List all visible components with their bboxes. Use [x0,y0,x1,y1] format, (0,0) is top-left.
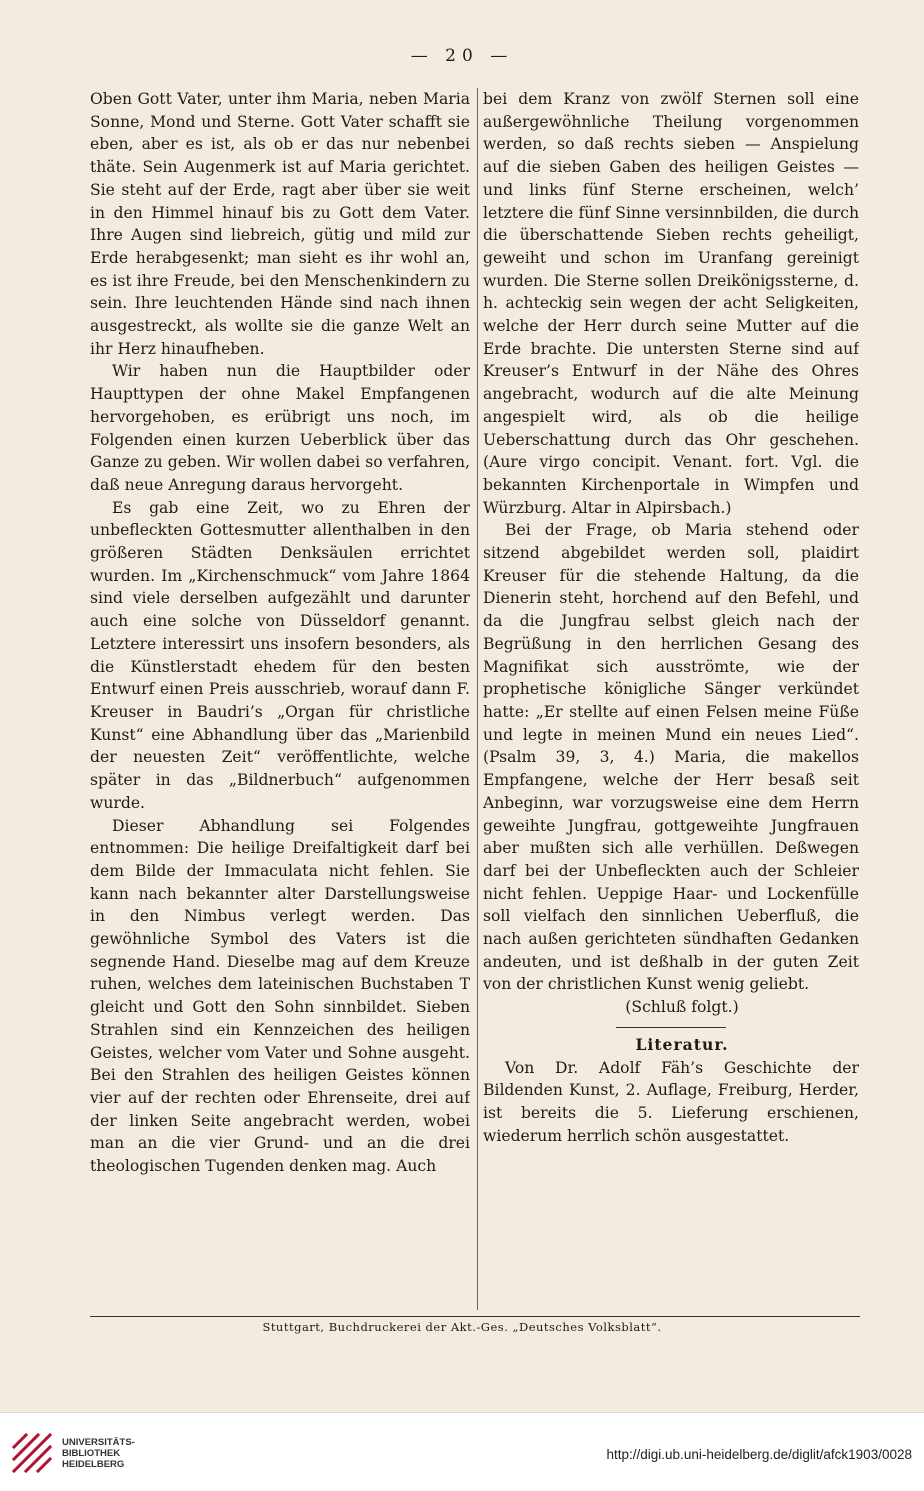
library-logo-icon [10,1431,54,1475]
page-number: — 20 — [410,46,514,66]
paragraph: Bei der Frage, ob Maria stehend oder sitzend abgebildet werden soll, plaidirt Kreuser für die stehende Haltung, da die Dienerin steht, horchend auf den Befehl, und da die Jungfrau selbst gleich nach der Begrüßung in den herrlichen Gesang des Magnifikat sich ausströmte, wie der prophetische königliche Sänger verkündet hatte: „Er stellte auf einen Felsen meine Füße und legte in meinen Mund ein neues Lied“. (Psalm 39, 3, 4.) Maria, die makellos Empfangene, welche der Herr besaß seit Anbeginn, war vorzugsweise eine dem Herrn geweihte Jungfrau, gottgeweihte Jungfrauen aber mußten sich alle verhüllen. Deßwegen darf bei der Unbefleckten auch der Schleier nicht fehlen. Ueppige Haar- und Lockenfülle soll vielfach den sinnlichen Ueberfluß, die nach außen gerichteten sündhaften Gedanken andeuten, und ist deßhalb in der guten Zeit von der christlichen Kunst wenig geliebt. [483,521,859,994]
left-column [90,88,470,1310]
library-name [62,1437,135,1470]
section-divider [616,1027,726,1028]
footer-divider [90,1316,860,1317]
library-footer [0,1412,924,1491]
paragraph: Oben Gott Vater, unter ihm Maria, neben Maria Sonne, Mond und Sterne. Gott Vater schafft sie eben, aber es ist, als ob er das nur nebenbei thäte. Sein Augenmerk ist auf Maria gerichtet. Sie steht auf der Erde, ragt aber über sie weit in den Himmel hinauf bis zu Gott dem Vater. Ihre Augen sind liebreich, gütig und mild zur Erde herabgesenkt; man sieht es ihr wohl an, es ist ihre Freude, bei den Menschenkindern zu sein. Ihre leuchtenden Hände sind nach ihnen ausgestreckt, als wollte sie die ganze Welt an ihr Herz hinaufheben. [90,90,470,358]
paragraph: Wir haben nun die Hauptbilder oder Haupttypen der ohne Makel Empfangenen hervorgehoben, es erübrigt uns noch, im Folgenden einen kurzen Ueberblick über das Ganze zu geben. Wir wollen dabei so verfahren, daß neue Anregung daraus hervorgeht. [90,362,470,494]
source-url-link[interactable]: http://digi.ub.uni-heidelberg.de/diglit/afck1903/0028 [606,1447,912,1462]
paragraph: Dieser Abhandlung sei Folgendes entnommen: Die heilige Dreifaltigkeit darf bei dem Bilde der Immaculata nicht fehlen. Sie kann nach bekannter alter Darstellungsweise in den Nimbus verlegt werden. Das gewöhnliche Symbol des Vaters ist die segnende Hand. Dieselbe mag auf dem Kreuze ruhen, welches dem lateinischen Buchstaben T gleicht und Gott den Sohn sinnbildet. Sieben Strahlen sind ein Kennzeichen des heiligen Geistes, welcher vom Vater und Sohne ausgeht. Bei den Strahlen des heiligen Geistes können vier auf der rechten oder Ehrenseite, drei auf der linken Seite angebracht werden, wobei man an die vier Grund- und an die drei theologischen Tugenden denken mag. Auch [90,816,470,1176]
right-column [483,88,859,1310]
closing-note: (Schluß folgt.) [625,998,739,1017]
imprint: Stuttgart, Buchdruckerei der Akt.-Ges. „Deutsches Volksblatt“. [262,1320,662,1334]
literature-note: Von Dr. Adolf Fäh’s Geschichte der Bildenden Kunst, 2. Auflage, Freiburg, Herder, ist bereits die 5. Lieferung erschienen, wiederum herrlich schön ausgestattet. [483,1058,859,1145]
library-name-line: HEIDELBERG [62,1459,125,1470]
column-divider [477,88,478,1310]
library-name-line: UNIVERSITÄTS- [62,1437,135,1448]
section-heading: Literatur. [635,1034,729,1054]
library-name-line: BIBLIOTHEK [62,1448,121,1459]
paragraph: bei dem Kranz von zwölf Sternen soll eine außergewöhnliche Theilung vorgenommen werden, so daß rechts sieben — Anspielung auf die sieben Gaben des heiligen Geistes — und links fünf Sterne erscheinen, welch’ letztere die fünf Sinne versinnbilden, die durch die überschattende Sieben rechts geheiligt, geweiht und schon im Uranfang gereinigt wurden. Die Sterne sollen Dreikönigssterne, d. h. achteckig sein wegen der acht Seligkeiten, welche der Herr durch seine Mutter auf die Erde brachte. Die untersten Sterne sind auf Kreuser’s Entwurf in der Nähe des Ohres angebracht, wodurch auf die alte Meinung angespielt wird, als ob die heilige Ueberschattung durch das Ohr geschehen. (Aure virgo concipit. Venant. fort. Vgl. die bekannten Kirchenportale in Wimpfen und Würzburg. Altar in Alpirsbach.) [483,90,859,517]
paragraph: Es gab eine Zeit, wo zu Ehren der unbefleckten Gottesmutter allenthalben in den größeren Städten Denksäulen errichtet wurden. Im „Kirchenschmuck“ vom Jahre 1864 sind viele derselben aufgezählt und darunter auch eine solche von Düsseldorf genannt. Letztere interessirt uns insofern besonders, als die Künstlerstadt ehedem für den besten Entwurf einen Preis ausschrieb, worauf dann F. Kreuser in Baudri’s „Organ für christliche Kunst“ eine Abhandlung über das „Marienbild der neuesten Zeit“ veröffentlichte, welche später in das „Bildnerbuch“ aufgenommen wurde. [90,498,470,812]
